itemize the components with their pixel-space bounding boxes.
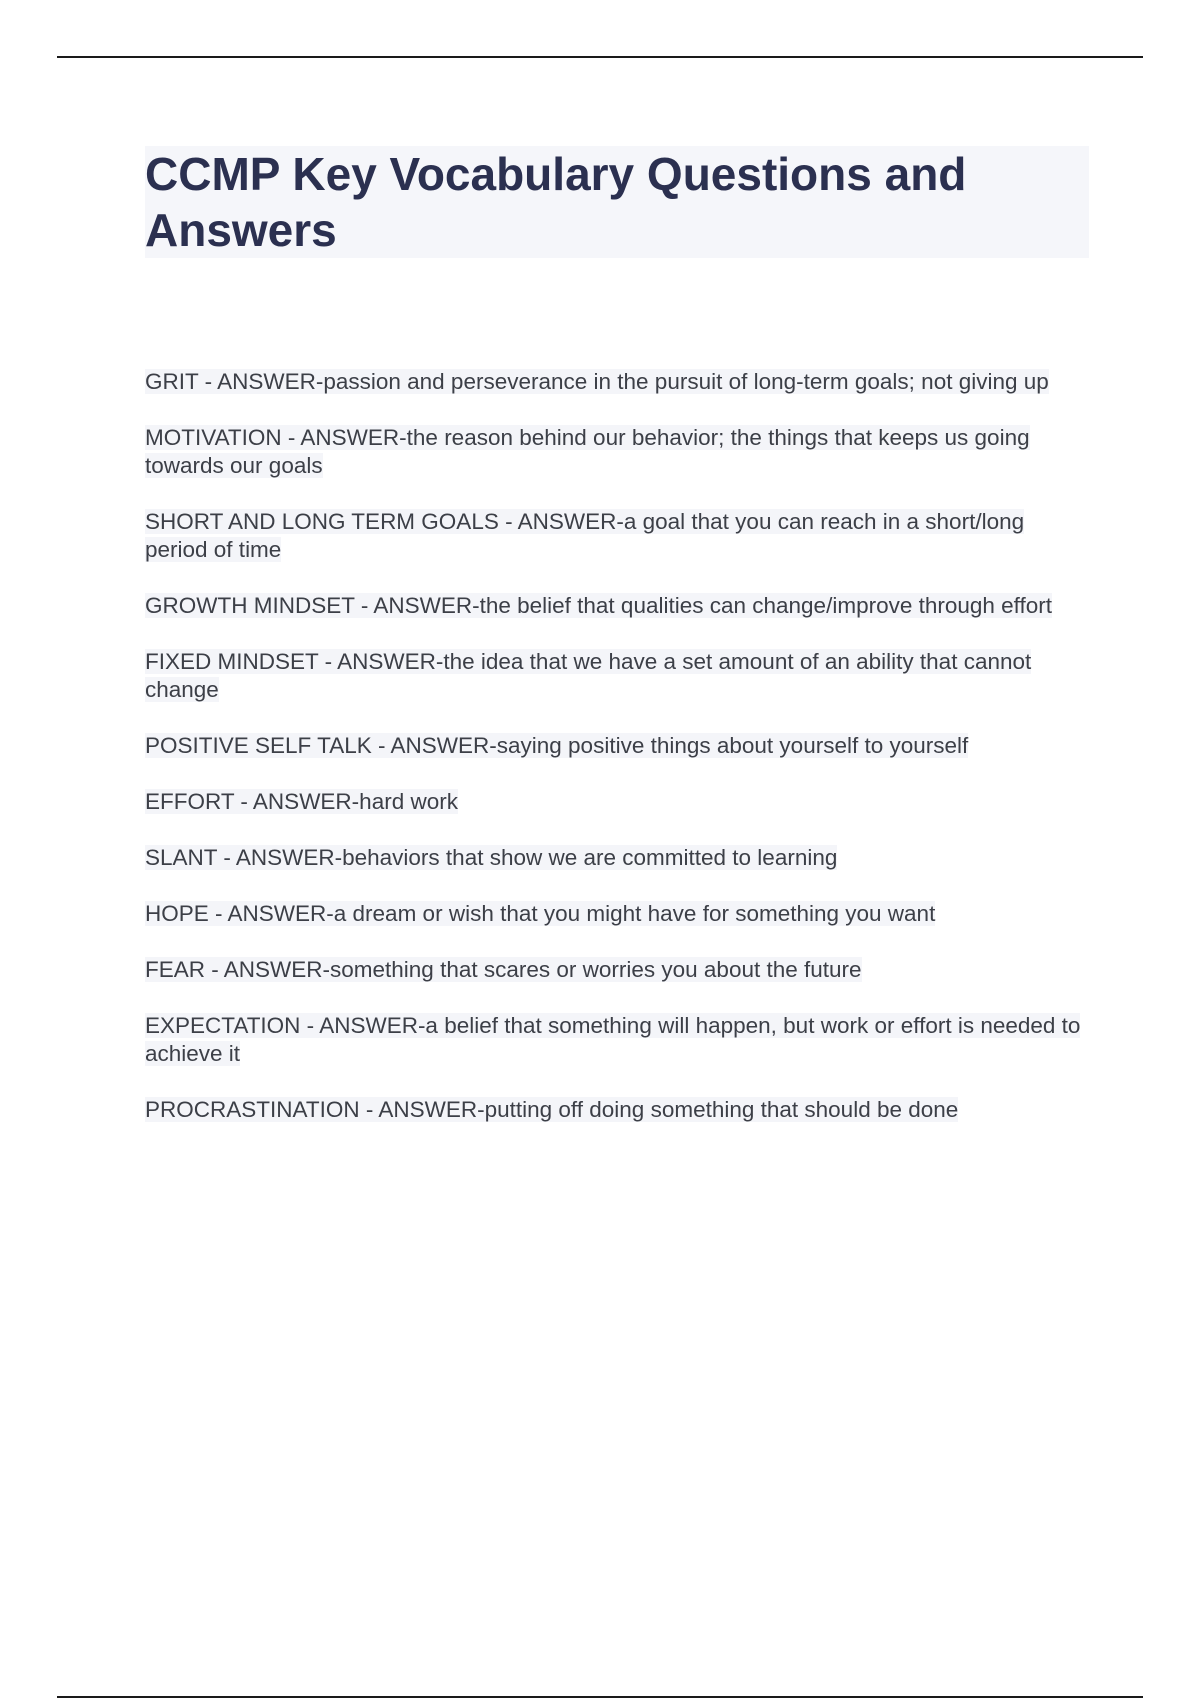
list-item [145,1096,1090,1124]
list-item [145,956,1090,984]
footer-rule [57,1696,1143,1698]
list-item [145,424,1090,480]
list-item [145,732,1090,760]
entry-text: EXPECTATION - ANSWER-a belief that something will happen, but work or effort is needed to achieve it [145,1013,1081,1066]
page-title: CCMP Key Vocabulary Questions and Answers [145,148,967,256]
entry-text: SLANT - ANSWER-behaviors that show we are committed to learning [145,845,838,870]
entry-text: FEAR - ANSWER-something that scares or worries you about the future [145,957,862,982]
entry-text: PROCRASTINATION - ANSWER-putting off doing something that should be done [145,1097,959,1122]
entry-text: GRIT - ANSWER-passion and perseverance in the pursuit of long-term goals; not giving up [145,369,1049,394]
entry-text: EFFORT - ANSWER-hard work [145,789,458,814]
list-item [145,508,1090,564]
entry-text: HOPE - ANSWER-a dream or wish that you might have for something you want [145,901,936,926]
list-item [145,844,1090,872]
title-block [145,146,1089,258]
list-item [145,1012,1090,1068]
list-item [145,788,1090,816]
list-item [145,592,1090,620]
list-item [145,648,1090,704]
entry-text: FIXED MINDSET - ANSWER-the idea that we have a set amount of an ability that cannot change [145,649,1032,702]
list-item [145,368,1090,396]
entry-text: POSITIVE SELF TALK - ANSWER-saying positive things about yourself to yourself [145,733,969,758]
entry-text: SHORT AND LONG TERM GOALS - ANSWER-a goal that you can reach in a short/long period of time [145,509,1025,562]
vocabulary-list [145,368,1090,1152]
entry-text: MOTIVATION - ANSWER-the reason behind our behavior; the things that keeps us going towards our goals [145,425,1030,478]
list-item [145,900,1090,928]
header-rule [57,56,1143,58]
entry-text: GROWTH MINDSET - ANSWER-the belief that qualities can change/improve through effort [145,593,1053,618]
